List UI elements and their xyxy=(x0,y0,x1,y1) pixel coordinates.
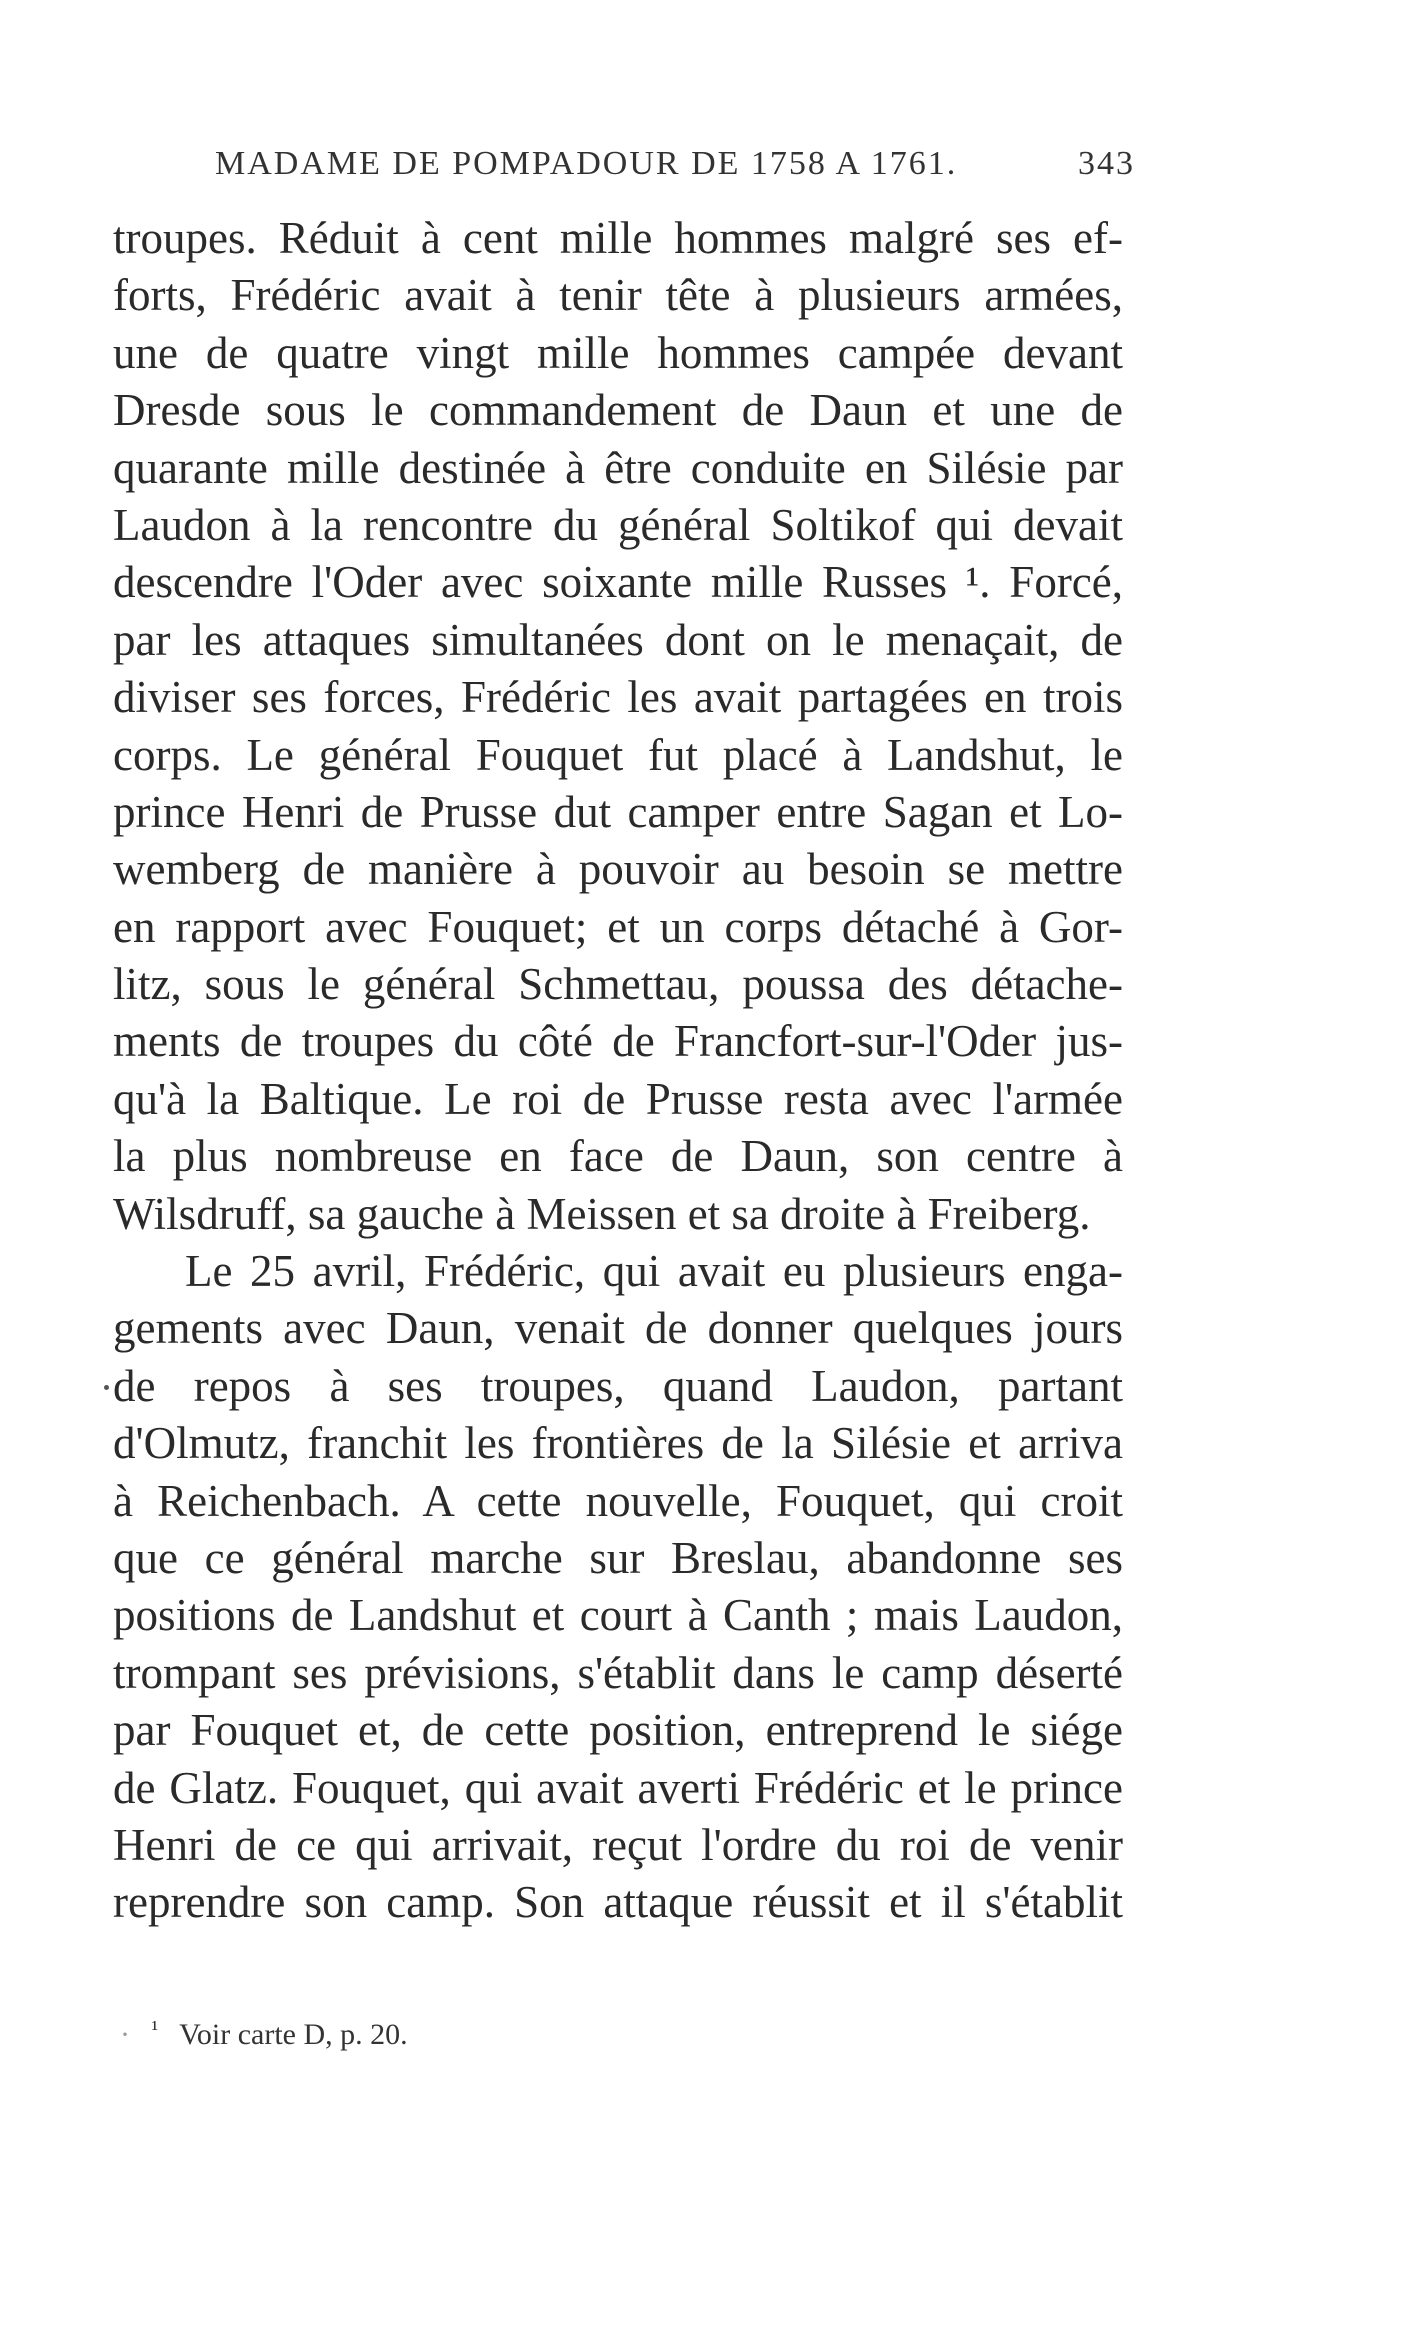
margin-dot: · xyxy=(120,2018,130,2051)
text-line: wemberg de manière à pouvoir au besoin se mettre xyxy=(113,844,1123,895)
footnote-marker: ¹ xyxy=(151,2016,159,2041)
text-line: Le 25 avril, Frédéric, qui avait eu plusieurs enga- xyxy=(185,1246,1123,1297)
text-line: diviser ses forces, Frédéric les avait partagées en trois xyxy=(113,672,1123,723)
text-line: d'Olmutz, franchit les frontières de la Silésie et arriva xyxy=(113,1418,1123,1469)
text-line: trompant ses prévisions, s'établit dans le camp déserté xyxy=(113,1647,1123,1698)
text-line: Laudon à la rencontre du général Soltikof qui devait xyxy=(113,499,1123,550)
text-line: reprendre son camp. Son attaque réussit et il s'établit xyxy=(113,1877,1123,1928)
text-line: une de quatre vingt mille hommes campée devant xyxy=(113,327,1123,378)
running-title: MADAME DE POMPADOUR DE 1758 A 1761. xyxy=(215,145,958,182)
text-line: en rapport avec Fouquet; et un corps détaché à Gor- xyxy=(113,901,1123,952)
text-line: forts, Frédéric avait à tenir tête à plusieurs armées, xyxy=(113,270,1123,321)
text-line: prince Henri de Prusse dut camper entre Sagan et Lo- xyxy=(113,786,1123,837)
text-line: troupes. Réduit à cent mille hommes malgré ses ef- xyxy=(113,213,1123,263)
text-line: ments de troupes du côté de Francfort-sur-l'Oder jus- xyxy=(113,1016,1123,1067)
text-line: à Reichenbach. A cette nouvelle, Fouquet, qui croit xyxy=(113,1475,1123,1526)
text-line: de repos à ses troupes, quand Laudon, partant xyxy=(113,1360,1123,1411)
text-line: par Fouquet et, de cette position, entreprend le siége xyxy=(113,1705,1123,1756)
text-line: que ce général marche sur Breslau, abandonne ses xyxy=(113,1532,1123,1583)
text-line: Wilsdruff, sa gauche à Meissen et sa droite à Freiberg. xyxy=(113,1188,1091,1239)
text-line: quarante mille destinée à être conduite en Silésie par xyxy=(113,442,1123,493)
text-line: litz, sous le général Schmettau, poussa des détache- xyxy=(113,959,1123,1010)
text-line: par les attaques simultanées dont on le menaçait, de xyxy=(113,614,1123,665)
footnote xyxy=(120,2016,408,2052)
text-line: la plus nombreuse en face de Daun, son centre à xyxy=(113,1131,1123,1182)
text-line: descendre l'Oder avec soixante mille Russes ¹. Forcé, xyxy=(113,557,1123,608)
running-head xyxy=(215,145,1135,195)
text-line: Dresde sous le commandement de Daun et une de xyxy=(113,385,1123,436)
text-line: qu'à la Baltique. Le roi de Prusse resta avec l'armée xyxy=(113,1073,1123,1124)
body-text xyxy=(113,210,1123,1932)
ink-speck xyxy=(104,1385,109,1390)
text-line: gements avec Daun, venait de donner quelques jours xyxy=(113,1303,1123,1354)
text-line: de Glatz. Fouquet, qui avait averti Frédéric et le prince xyxy=(113,1762,1123,1813)
page-number: 343 xyxy=(1078,145,1135,182)
text-line: Henri de ce qui arrivait, reçut l'ordre du roi de venir xyxy=(113,1819,1123,1870)
footnote-text: Voir carte D, p. 20. xyxy=(179,2018,408,2051)
text-line: positions de Landshut et court à Canth ; mais Laudon, xyxy=(113,1590,1123,1641)
text-line: corps. Le général Fouquet fut placé à Landshut, le xyxy=(113,729,1123,780)
